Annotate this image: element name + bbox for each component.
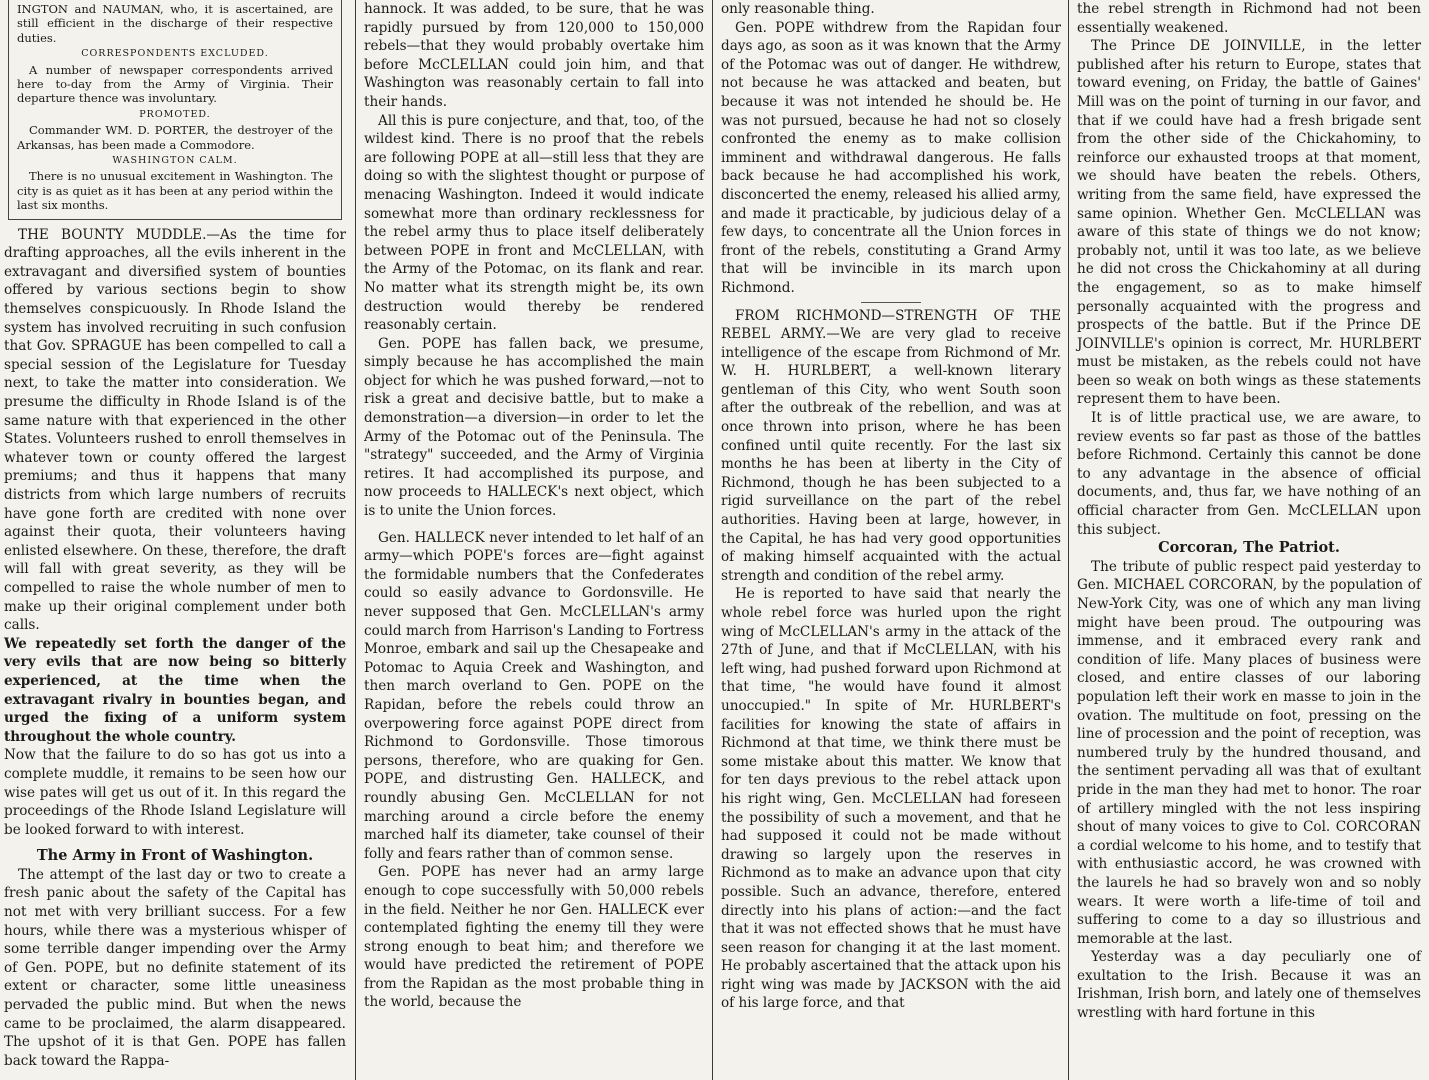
bounty-bold-text: We repeatedly set forth the danger of the very evils that are now being so bitterly experienced, at the time when the extravagant rivalry in bounties began, and urged the fixing of a uniform system throughout the whole country. — [4, 635, 346, 745]
col4-paragraph-3: It is of little practical use, we are aware, to review events so far past as those of the battles before Richmond. Certainly this cannot be done to any advantage in the absence of official documents, and, thus far, we have nothing of an official character from Gen. McCLELLAN upon this subject. — [1077, 410, 1421, 538]
richmond-article — [721, 307, 1061, 586]
col2-paragraph-3: Gen. POPE has fallen back, we presume, simply because he has accomplished the main object for which he was pushed forward,—not to risk a great and decisive battle, but to make a demonstration—a diversion—in order to let the Army of the Potomac out of the Peninsula. The "strategy" succeeded, and the Army of Virginia retires. It had accomplished its purpose, and now proceeds to HALLECK's next object, which is to unite the Union forces. — [364, 335, 704, 520]
spacer — [4, 839, 346, 847]
col2-paragraph-2: All this is pure conjecture, and that, too, of the wildest kind. There is no proof that the rebels are following POPE at all—still less that they are doing so with the slightest thought or purpose of menacing Washington. Indeed it would indicate somewhat more than ordinary recklessness for the rebel army thus to place itself deliberately between POPE in front and McCLELLAN, with the Army of the Potomac, on its flank and rear. No matter what its strength might be, its own destruction would thereby be rendered reasonably certain. — [364, 112, 704, 334]
calm-heading: WASHINGTON CALM. — [112, 155, 238, 167]
col2-paragraph-5: Gen. POPE has never had an army large enough to cope successfully with 50,000 rebels in the field. Neither he nor Gen. HALLECK ever contemplated fighting the enemy till they were strong enough to beat him; and therefore we would have predicted the retirement of POPE from the Rapidan as the most probable thing in the world, because the — [364, 864, 704, 1011]
bounty-lead: THE BOUNTY MUDDLE. — [18, 226, 207, 243]
col2-paragraph-4: Gen. HALLECK never intended to let half of an army—which POPE's forces are—fight against the formidable numbers that the Confederates could so easily advance to Gordonsville. He never supposed that Gen. McCLELLAN's army could march from Harrison's Landing to Fortress Monroe, embark and sail up the Chesapeake and Potomac to Aquia Creek and Washington, and then march overland to Gen. POPE on the Rapidan, before the rebels could throw an overpowering force against POPE direct from Richmond to Gordonsville. Those timorous persons, therefore, who are quaking for Gen. POPE, and distrusting Gen. HALLECK, and roundly abusing Gen. McCLELLAN for not marching around a circle before the enemy marched half its diameter, take counsel of their folly and fears rather than of common sense. — [364, 529, 704, 862]
army-text: The attempt of the last day or two to create a fresh panic about the safety of the Capital has not met with very brilliant success. For a few hours, while there was a mysterious whisper of some terrible danger impending over the Army of Gen. POPE, but no definite statement of its extent or character, some little uneasiness pervaded the public mind. But when the news came to be proclaimed, the alarm disappeared. The upshot of it is that Gen. POPE has fallen back toward the Rappa- — [4, 866, 346, 1069]
column-rule-1 — [355, 0, 356, 1080]
col2-paragraph-1: hannock. It was added, to be sure, that he was rapidly pursued by from 120,000 to 150,000 rebels—that they would probably overtake him before McCLELLAN could join him, and that Washington was reasonably certain to fall into their hands. — [364, 1, 704, 110]
article-separator — [861, 302, 921, 303]
col3-paragraph-1: only reasonable thing. — [721, 1, 875, 17]
col4-paragraph-5: Yesterday was a day peculiarly one of exultation to the Irish. Because it was an Irishman, Irish born, and lately one of themselves wrestling with hard fortune in this — [1077, 949, 1421, 1022]
column-2 — [360, 0, 708, 1080]
column-rule-2 — [712, 0, 713, 1080]
col4-paragraph-2: The Prince DE JOINVILLE, in the letter published after his return to Europe, states that toward evening, on Friday, the battle of Gaines' Mill was on the point of turning in our favor, and that if we could have had a fresh brigade sent from the other side of the Chickahominy, to reinforce our exhausted troops at that moment, we should have beaten the rebels. Others, writing from the same field, have expressed the same opinion. Whether Gen. McCLELLAN was aware of this state of things we do not know; probably not, until it was too late, as we believe he did not cross the Chickahominy at all during the engagement, so as to make himself personally acquainted with the progress and prospects of the battle. But if the Prince DE JOINVILLE's opinion is correct, Mr. HURLBERT must be mistaken, as the rebels could not have been so weak on both wings as these statements represent them to have been. — [1077, 38, 1421, 408]
col3-paragraph-2: Gen. POPE withdrew from the Rapidan four days ago, as soon as it was known that the Army of the Potomac was out of danger. He withdrew, not because he was attacked and beaten, but because it was not intended he should be. He was not pursued, because he had not so closely confronted the enemy as to make collision imminent and withdrawal dangerous. He falls back because he had accomplished his work, disconcerted the enemy, released his allied army, and made it practicable, by judicious delay of a few days, to concentrate all the Union forces in front of the rebels, constituting a Grand Army that will be invincible in its march upon Richmond. — [721, 19, 1061, 296]
column-4 — [1073, 0, 1425, 1080]
col4-paragraph-1: the rebel strength in Richmond had not been essentially weakened. — [1077, 1, 1421, 36]
calm-text: There is no unusual excitement in Washington. The city is as quiet as it has been at any period within the last six months. — [17, 169, 333, 213]
army-heading: The Army in Front of Washington. — [36, 847, 314, 865]
correspondents-text: A number of newspaper correspondents arrived here to-day from the Army of Virginia. Their departure thence was involuntary. — [17, 62, 333, 106]
bounty-tail-text: Now that the failure to do so has got us into a complete muddle, it remains to be seen how our wise pates will get us out of it. In this regard the proceedings of the Rhode Island Legislature will be looked forward to with interest. — [4, 747, 346, 838]
richmond-lead: FROM RICHMOND—STRENGTH OF THE REBEL ARMY. — [721, 307, 1061, 343]
bounty-text: —As the time for drafting approaches, all the evils inherent in the extravagant and diversified system of bounties offered by various sections begin to show themselves conspicuously. In Rhode Island the system has involved recruiting in such confusion that Gov. SPRAGUE has been compelled to call a special session of the Legislature for Tuesday next, to take the matter into consideration. We presume the difficulty in Rhode Island is of the same nature with that experienced in the other States. Volunteers rushed to enroll themselves in whatever town or county offered the largest premiums; and thus it happens that many districts from which large numbers of recruits have gone forth are credited with none over against their quota, their volunteers having enlisted elsewhere. On these, therefore, the draft will fall with great severity, as they will be compelled to raise the whole number of men to make up their original complement under both calls. — [4, 226, 346, 634]
correspondents-heading: CORRESPONDENTS EXCLUDED. — [81, 48, 269, 60]
bounty-article — [4, 226, 346, 635]
col3-paragraph-3: He is reported to have said that nearly the whole rebel force was hurled upon the right wing of McCLELLAN's army in the attack of the 27th of June, and that if McCLELLAN, with his left wing, had pushed forward upon Richmond at that time, "he would have found it almost unoccupied." In spite of Mr. HURLBERT's facilities for knowing the state of affairs in Richmond at that time, we think there must be some mistake about this matter. We know that for ten days previous to the rebel attack upon his right wing, Gen. McCLELLAN had foreseen the possibility of such a movement, and that he had supposed it could not be made without drawing so largely upon the reserves in Richmond as to make an advance upon that city possible. Such an advance, therefore, entered directly into his plans of action:—and the fact that it was not effected shows that he must have seen reason for changing it at the last moment. He probably ascertained that the attack upon his right wing was made by JACKSON with the aid of his large force, and that — [721, 586, 1061, 1012]
telegraph-box — [8, 0, 342, 220]
promoted-heading: PROMOTED. — [139, 108, 211, 120]
spacer — [364, 521, 704, 529]
col4-paragraph-4: The tribute of public respect paid yesterday to Gen. MICHAEL CORCORAN, by the population of New-York City, was one of which any man living might have been proud. The outpouring was immense, and it embraced every rank and condition of life. Many places of business were closed, and entire classes of our laboring population left their work en masse to join in the ovation. The multitude on foot, pressing on the line of procession and the point of reception, was numbered truly by the hundred thousand, and the sentiment pervading all was that of exultant pride in the man they had met to honor. The roar of artillery mingled with the not less inspiring shout of many voices to give to Col. CORCORAN a cordial welcome to his home, and to testify that with enthusiastic accord, he was crowned with the laurels he had so bravely won and so nobly wears. It were worth a life-time of toil and suffering to come to a day so illustrious and memorable at the last. — [1077, 558, 1421, 947]
column-3 — [717, 0, 1065, 1080]
promoted-text: Commander WM. D. PORTER, the destroyer of the Arkansas, has been made a Commodore. — [17, 123, 333, 152]
corcoran-heading: Corcoran, The Patriot. — [1158, 539, 1340, 557]
column-rule-3 — [1068, 0, 1069, 1080]
box-top-text: INGTON and NAUMAN, who, it is ascertained, are still efficient in the discharge of their respective duties. — [17, 2, 333, 45]
column-1 — [0, 0, 352, 1080]
richmond-text: —We are very glad to receive intelligence of the escape from Richmond of Mr. W. H. HURLBERT, a well-known literary gentleman of this City, who went South soon after the outbreak of the rebellion, and was at once thrown into prison, where he has been confined until quite recently. For the last six months he has been at liberty in the City of Richmond, though he has been subjected to a rigid surveillance on the part of the rebel authorities. Having been at large, however, in the Capital, he has had very good opportunities of making himself acquainted with the actual strength and condition of the rebel army. — [721, 326, 1061, 584]
